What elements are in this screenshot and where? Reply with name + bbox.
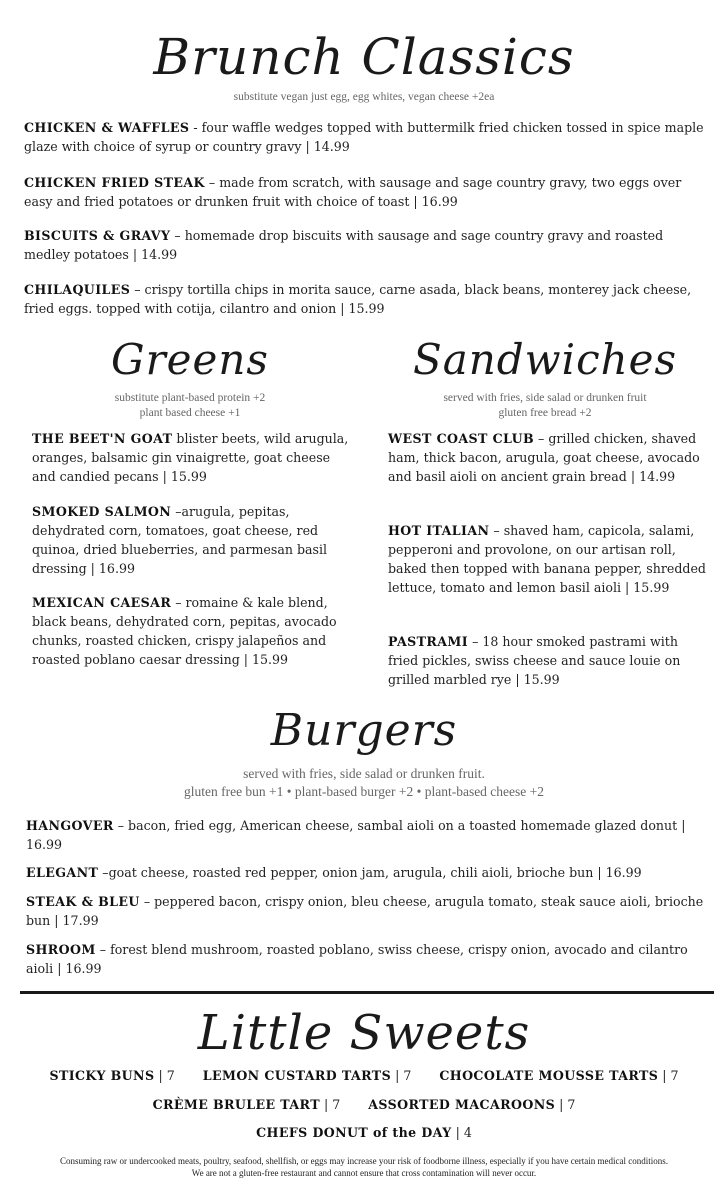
sweets-row (0, 1068, 728, 1083)
menu-item: SMOKED SALMON –arugula, pepitas, dehydrated corn, tomatoes, goat cheese, red quinoa, dried blueberries, and parmesan basil dressing | 16.99 (32, 504, 328, 576)
item-price: 16.99 (421, 194, 458, 209)
item-description: peppered bacon, crispy onion, bleu cheese, arugula tomato, steak sauce aioli, brioche bun (26, 894, 704, 928)
item-name: SMOKED SALMON (32, 504, 172, 519)
item-price: 16.99 (26, 837, 63, 852)
item-name: HANGOVER (26, 818, 114, 833)
item-price: 14.99 (313, 139, 350, 154)
item-name: ELEGANT (26, 865, 99, 880)
menu-item: MEXICAN CAESAR – romaine & kale blend, black beans, dehydrated corn, pepitas, avocado chunks, roasted chicken, crispy jalapeños and roasted poblano caesar dressing | 15.99 (32, 595, 337, 667)
item-price: 14.99 (639, 469, 676, 484)
item-description: blister beets, wild arugula, oranges, balsamic gin vinaigrette, goat cheese and candied pecans (32, 431, 349, 484)
item-description: homemade drop biscuits with sausage and sage country gravy and roasted medley potatoes (24, 228, 664, 262)
item-description: romaine & kale blend, black beans, dehydrated corn, pepitas, avocado chunks, roasted chicken, crispy jalapeños and roasted poblano caesar dressing (32, 595, 337, 667)
menu-item: WEST COAST CLUB – grilled chicken, shaved ham, thick bacon, arugula, goat cheese, avocado and basil aioli on ancient grain bread | 14.99 (388, 431, 700, 484)
item-name: SHROOM (26, 942, 96, 957)
sweets-row (0, 1125, 728, 1140)
item-price: 16.99 (605, 865, 642, 880)
greens-substitution-note: substitute plant-based protein +2 plant based cheese +1 (114, 392, 266, 419)
item-description: shaved ham, capicola, salami, pepperoni and provolone, on our artisan roll, baked then topped with banana pepper, shredded lettuce, tomato and lemon basil aioli (388, 523, 706, 595)
item-description: crispy tortilla chips in morita sauce, carne asada, black beans, monterey jack cheese, fried eggs. topped with cotija, cilantro and onion (24, 282, 692, 316)
food-safety-disclaimer: Consuming raw or undercooked meats, poultry, seafood, shellfish, or eggs may increase your risk of foodborne illness, especially if you have certain medical conditions. We are not a gluten-free restaurant and cannot ensure that cross contamination will never occur. (59, 1156, 668, 1178)
menu-item: SHROOM – forest blend mushroom, roasted poblano, swiss cheese, crispy onion, avocado and cilantro aioli | 16.99 (26, 942, 688, 976)
item-name: CHICKEN & WAFFLES (24, 120, 190, 135)
item-price: 15.99 (348, 301, 385, 316)
menu-item: THE BEET'N GOAT blister beets, wild arugula, oranges, balsamic gin vinaigrette, goat cheese and candied pecans | 15.99 (32, 431, 349, 484)
little-sweets-heading: Little Sweets (197, 1005, 531, 1061)
item-description: goat cheese, roasted red pepper, onion jam, arugula, chili aioli, brioche bun (108, 865, 594, 880)
item-description: 18 hour smoked pastrami with fried pickles, swiss cheese and sauce louie on grilled marbled rye (388, 634, 681, 687)
item-name: WEST COAST CLUB (388, 431, 535, 446)
menu-item: ELEGANT –goat cheese, roasted red pepper, onion jam, arugula, chili aioli, brioche bun | 16.99 (26, 865, 642, 880)
item-description: made from scratch, with sausage and sage country gravy, two eggs over easy and fried potatoes or drunken fruit with choice of toast (24, 175, 682, 209)
sweet-item: ASSORTED MACAROONS | 7 (368, 1097, 576, 1112)
brunch-classics-heading: Brunch Classics (153, 28, 575, 86)
item-description: grilled chicken, shaved ham, thick bacon, arugula, goat cheese, avocado and basil aioli on ancient grain bread (388, 431, 700, 484)
sandwiches-substitution-note: served with fries, side salad or drunken fruit gluten free bread +2 (443, 392, 647, 419)
menu-item: CHICKEN & WAFFLES - four waffle wedges topped with buttermilk fried chicken tossed in spice maple glaze with choice of syrup or country gravy | 14.99 (24, 120, 704, 154)
item-name: PASTRAMI (388, 634, 469, 649)
sweets-row (0, 1097, 728, 1112)
menu-item: CHICKEN FRIED STEAK – made from scratch, with sausage and sage country gravy, two eggs over easy and fried potatoes or drunken fruit with choice of toast | 16.99 (24, 175, 682, 209)
item-price: 14.99 (141, 247, 178, 262)
menu-item: HOT ITALIAN – shaved ham, capicola, salami, pepperoni and provolone, on our artisan roll, baked then topped with banana pepper, shredded lettuce, tomato and lemon basil aioli | 15.99 (388, 523, 706, 595)
item-price: 15.99 (252, 652, 289, 667)
item-description: forest blend mushroom, roasted poblano, swiss cheese, crispy onion, avocado and cilantro aioli (26, 942, 688, 976)
section-divider (20, 991, 714, 994)
sweet-item: STICKY BUNS | 7 (49, 1068, 175, 1083)
item-price: 15.99 (633, 580, 670, 595)
burgers-substitution-note: served with fries, side salad or drunken fruit. gluten free bun +1 • plant-based burger +2 • plant-based cheese +2 (183, 766, 545, 799)
sandwiches-heading: Sandwiches (412, 335, 678, 384)
item-name: CHICKEN FRIED STEAK (24, 175, 205, 190)
item-name: HOT ITALIAN (388, 523, 490, 538)
item-price: 17.99 (62, 913, 99, 928)
item-name: BISCUITS & GRAVY (24, 228, 171, 243)
item-price: 15.99 (170, 469, 207, 484)
item-price: 16.99 (65, 961, 102, 976)
menu-item: STEAK & BLEU – peppered bacon, crispy onion, bleu cheese, arugula tomato, steak sauce aioli, brioche bun | 17.99 (26, 894, 704, 928)
sweet-item: LEMON CUSTARD TARTS | 7 (202, 1068, 412, 1083)
item-price: 16.99 (98, 561, 135, 576)
burgers-heading: Burgers (270, 705, 458, 756)
item-description: arugula, pepitas, dehydrated corn, tomatoes, goat cheese, red quinoa, dried blueberries, and parmesan basil dressing (32, 504, 328, 576)
menu-item: PASTRAMI – 18 hour smoked pastrami with fried pickles, swiss cheese and sauce louie on grilled marbled rye | 15.99 (388, 634, 681, 687)
brunch-substitution-note: substitute vegan just egg, egg whites, vegan cheese +2ea (233, 91, 495, 103)
greens-heading: Greens (111, 335, 269, 384)
item-description: bacon, fried egg, American cheese, sambal aioli on a toasted homemade glazed donut (128, 818, 678, 833)
item-price: 15.99 (523, 672, 560, 687)
menu-item: HANGOVER – bacon, fried egg, American cheese, sambal aioli on a toasted homemade glazed donut | 16.99 (26, 818, 686, 852)
menu-item: CHILAQUILES – crispy tortilla chips in morita sauce, carne asada, black beans, monterey jack cheese, fried eggs. topped with cotija, cilantro and onion | 15.99 (24, 282, 692, 316)
item-description: four waffle wedges topped with buttermilk fried chicken tossed in spice maple glaze with choice of syrup or country gravy (24, 120, 704, 154)
sweet-item: CRÈME BRULEE TART | 7 (152, 1097, 341, 1112)
menu-item: BISCUITS & GRAVY – homemade drop biscuits with sausage and sage country gravy and roasted medley potatoes | 14.99 (24, 228, 664, 262)
item-name: THE BEET'N GOAT (32, 431, 173, 446)
item-name: MEXICAN CAESAR (32, 595, 172, 610)
item-name: CHILAQUILES (24, 282, 131, 297)
item-name: STEAK & BLEU (26, 894, 140, 909)
sweet-item: CHOCOLATE MOUSSE TARTS | 7 (439, 1068, 679, 1083)
sweet-item: CHEFS DONUT of the DAY | 4 (256, 1125, 472, 1140)
